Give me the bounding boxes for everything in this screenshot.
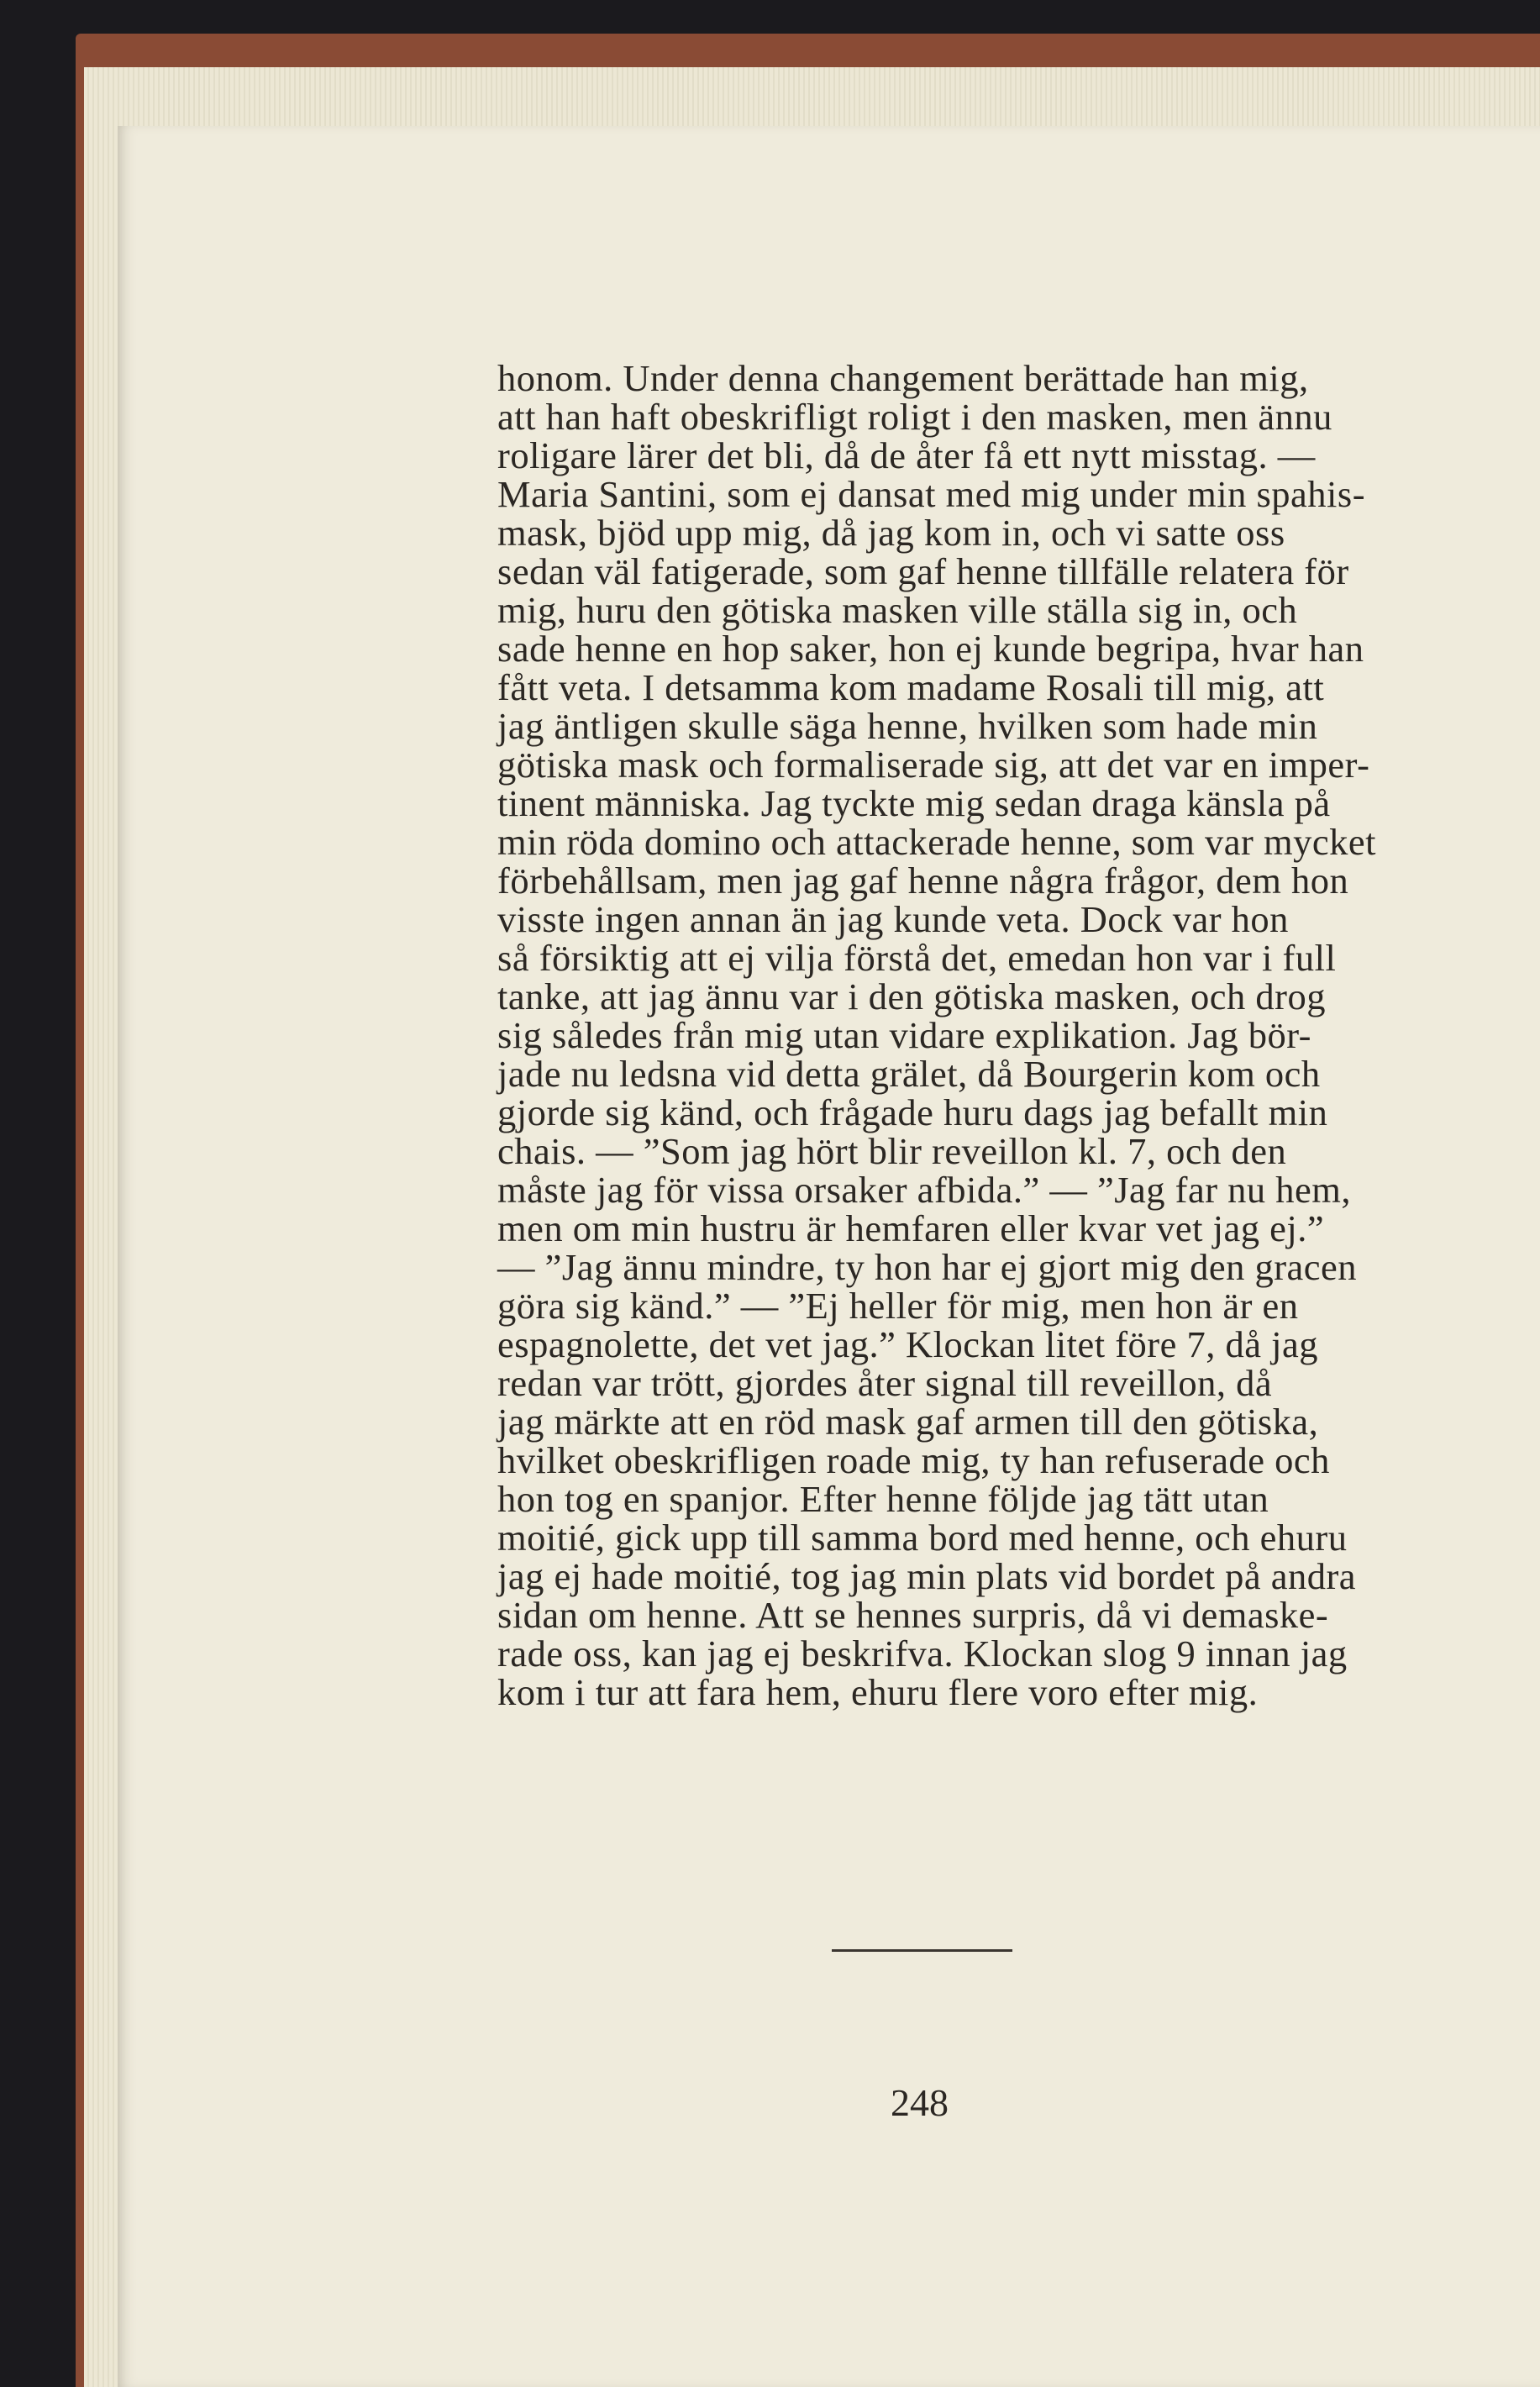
- text-line: min röda domino och attackerade henne, som var mycket: [497, 821, 1376, 863]
- text-line: måste jag för vissa orsaker afbida.” — ”Jag far nu hem,: [497, 1169, 1352, 1211]
- text-line: hvilket obeskrifligen roade mig, ty han refuserade och: [497, 1439, 1330, 1481]
- text-line: Maria Santini, som ej dansat med mig under min spahis-: [497, 473, 1366, 515]
- text-line: sedan väl fatigerade, som gaf henne tillfälle relatera för: [497, 550, 1349, 592]
- text-line: jag märkte att en röd mask gaf armen till den götiska,: [497, 1401, 1319, 1443]
- body-text: [497, 359, 1422, 1711]
- text-line: göra sig känd.” — ”Ej heller för mig, men hon är en: [497, 1285, 1299, 1327]
- text-line: sade henne en hop saker, hon ej kunde begripa, hvar han: [497, 628, 1364, 670]
- text-line: espagnolette, det vet jag.” Klockan litet före 7, då jag: [497, 1323, 1318, 1365]
- text-line: tanke, att jag ännu var i den götiska masken, och drog: [497, 975, 1326, 1017]
- section-rule: [832, 1949, 1012, 1952]
- text-line: fått veta. I detsamma kom madame Rosali till mig, att: [497, 666, 1325, 708]
- text-line: sidan om henne. Att se hennes surpris, då vi demaske-: [497, 1594, 1329, 1636]
- text-line: honom. Under denna changement berättade han mig,: [497, 357, 1309, 399]
- text-line: hon tog en spanjor. Efter henne följde jag tätt utan: [497, 1478, 1269, 1520]
- text-line: jag äntligen skulle säga henne, hvilken som hade min: [497, 705, 1318, 747]
- text-line: att han haft obeskrifligt roligt i den masken, men ännu: [497, 396, 1332, 438]
- text-line: — ”Jag ännu mindre, ty hon har ej gjort mig den gracen: [497, 1246, 1358, 1288]
- text-line: tinent människa. Jag tyckte mig sedan draga känsla på: [497, 782, 1331, 824]
- text-line: chais. — ”Som jag hört blir reveillon kl. 7, och den: [497, 1130, 1287, 1172]
- text-line: sig således från mig utan vidare explikation. Jag bör-: [497, 1014, 1311, 1056]
- text-line: mig, huru den götiska masken ville ställa sig in, och: [497, 589, 1298, 631]
- text-line: jade nu ledsna vid detta grälet, då Bourgerin kom och: [497, 1053, 1321, 1095]
- text-line: visste ingen annan än jag kunde veta. Dock var hon: [497, 898, 1289, 940]
- page-number: 248: [891, 2081, 949, 2124]
- text-line: gjorde sig känd, och frågade huru dags jag befallt min: [497, 1091, 1328, 1133]
- text-line: götiska mask och formaliserade sig, att det var en imper-: [497, 744, 1370, 786]
- text-line: jag ej hade moitié, tog jag min plats vid bordet på andra: [497, 1555, 1357, 1597]
- text-line: så försiktig att ej vilja förstå det, emedan hon var i full: [497, 937, 1337, 979]
- text-line: moitié, gick upp till samma bord med henne, och ehuru: [497, 1517, 1348, 1559]
- text-line: men om min hustru är hemfaren eller kvar vet jag ej.”: [497, 1207, 1325, 1249]
- text-line: roligare lärer det bli, då de åter få ett nytt misstag. —: [497, 434, 1316, 476]
- text-line: mask, bjöd upp mig, då jag kom in, och vi satte oss: [497, 512, 1285, 554]
- text-line: kom i tur att fara hem, ehuru flere voro efter mig.: [497, 1671, 1259, 1713]
- text-line: rade oss, kan jag ej beskrifva. Klockan slog 9 innan jag: [497, 1633, 1348, 1675]
- text-line: förbehållsam, men jag gaf henne några frågor, dem hon: [497, 860, 1349, 902]
- text-line: redan var trött, gjordes åter signal till reveillon, då: [497, 1362, 1273, 1404]
